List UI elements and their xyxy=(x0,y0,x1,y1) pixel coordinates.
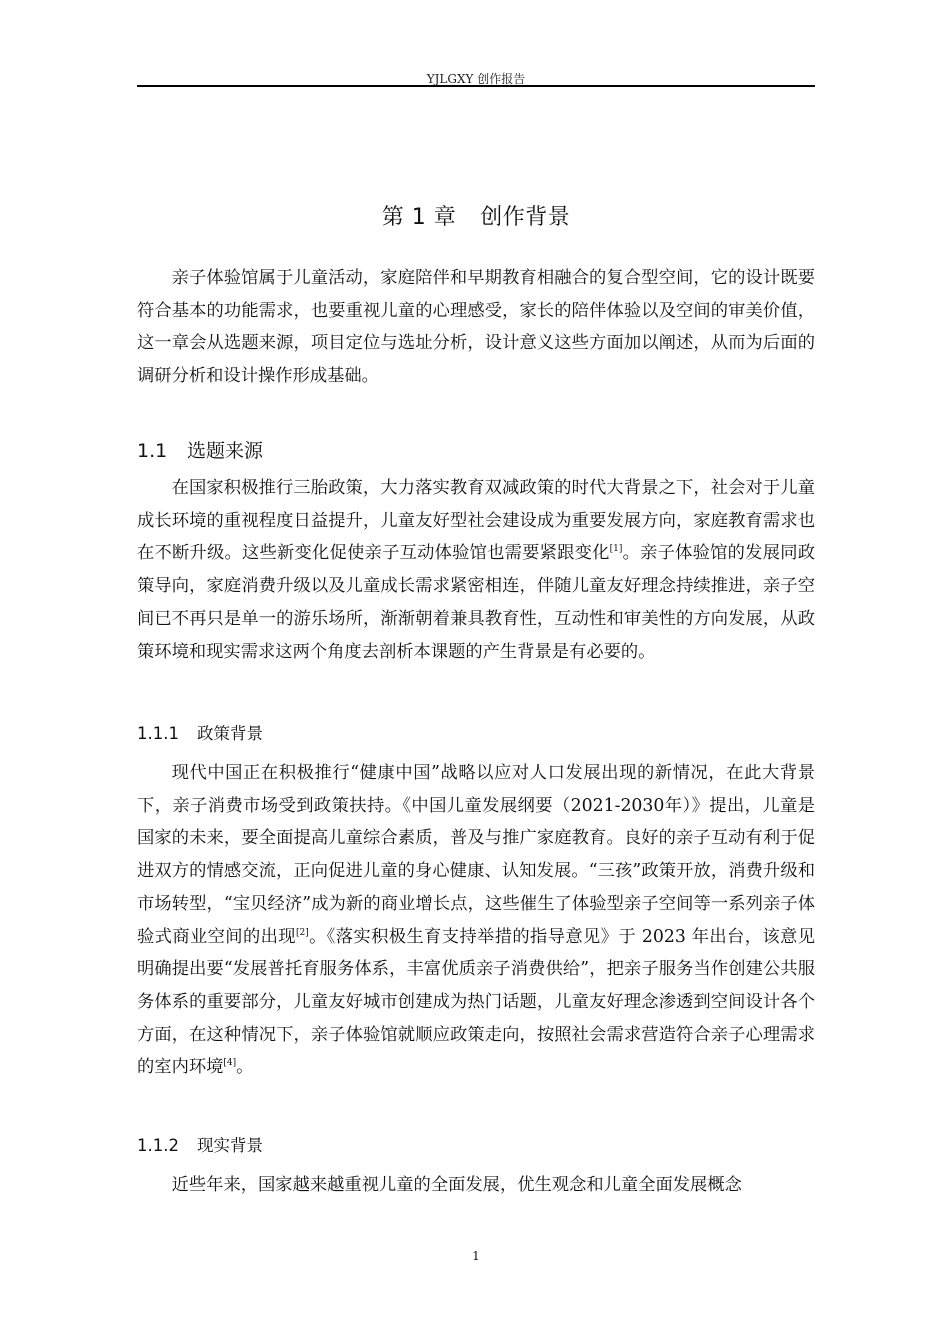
section-heading-1-1-1 xyxy=(137,720,263,744)
citation-ref: [4] xyxy=(223,1058,237,1069)
intro-paragraph: 亲子体验馆属于儿童活动，家庭陪伴和早期教育相融合的复合型空间，它的设计既要符合基本的功能需求，也要重视儿童的心理感受，家长的陪伴体验以及空间的审美价值，这一章会从选题来源，项目定位与选址分析，设计意义这些方面加以阐述，从而为后面的调研分析和设计操作形成基础。 xyxy=(137,268,815,387)
chapter-title xyxy=(137,200,815,231)
section-heading-1-1 xyxy=(137,436,263,463)
page-header: YJLGXY 创作报告 xyxy=(426,72,526,86)
citation-ref: [2] xyxy=(295,927,309,938)
header-rule xyxy=(137,85,815,87)
section-title: 现实背景 xyxy=(197,1136,263,1155)
policy-paragraph xyxy=(137,757,815,1084)
chapter-name: 创作背景 xyxy=(480,205,571,230)
section-number: 1.1 xyxy=(137,440,168,462)
reality-paragraph: 近些年来，国家越来越重视儿童的全面发展，优生观念和儿童全面发展概念 xyxy=(171,1175,742,1195)
section-title: 政策背景 xyxy=(197,724,263,743)
section-heading-1-1-2 xyxy=(137,1132,263,1156)
chapter-number: 第 1 章 xyxy=(381,205,457,230)
section-number: 1.1.1 xyxy=(137,724,179,743)
text-run: 现代中国正在积极推行“健康中国”战略以应对人口发展出现的新情况，在此大背景下，亲子消费市场受到政策扶持。《中国儿童发展纲要（2021-2030年）》提出，儿童是国家的未来，要全面提高儿童综合素质，普及与推广家庭教育。良好的亲子互动有利于促进双方的情感交流，正向促进儿童的身心健康、认知发展。“三孩”政策开放，消费升级和市场转型，“宝贝经济”成为新的商业增长点，这些催生了体验型亲子空间等一系列亲子体验式商业空间的出现 xyxy=(137,763,815,947)
text-run: 。 xyxy=(236,1057,254,1078)
text-run: 在国家积极推行三胎政策，大力落实教育双减政策的时代大背景之下，社会对于儿童成长环境的重视程度日益提升，儿童友好型社会建设成为重要发展方向，家庭教育需求也在不断升级。这些新变化促使亲子互动体验馆也需要紧跟变化 xyxy=(137,478,815,564)
section-title: 选题来源 xyxy=(187,440,264,462)
citation-ref: [1] xyxy=(609,544,623,555)
text-run: 。《落实积极生育支持举措的指导意见》于 2023 年出台，该意见明确提出要“发展普托育服务体系，丰富优质亲子消费供给”，把亲子服务当作创建公共服务体系的重要部分，儿童友好城市创建成为热门话题，儿童友好理念渗透到空间设计各个方面，在这种情况下，亲子体验馆就顺应政策走向，按照社会需求营造符合亲子心理需求的室内环境 xyxy=(137,926,815,1078)
text-run: 。亲子体验馆的发展同政策导向，家庭消费升级以及儿童成长需求紧密相连，伴随儿童友好理念持续推进，亲子空间已不再只是单一的游乐场所，渐渐朝着兼具教育性，互动性和审美性的方向发展，从政策环境和现实需求这两个角度去剖析本课题的产生背景是有必要的。 xyxy=(137,543,815,662)
page-number: 1 xyxy=(472,1249,480,1263)
section-number: 1.1.2 xyxy=(137,1136,179,1155)
section-1-1-paragraph xyxy=(137,472,815,668)
